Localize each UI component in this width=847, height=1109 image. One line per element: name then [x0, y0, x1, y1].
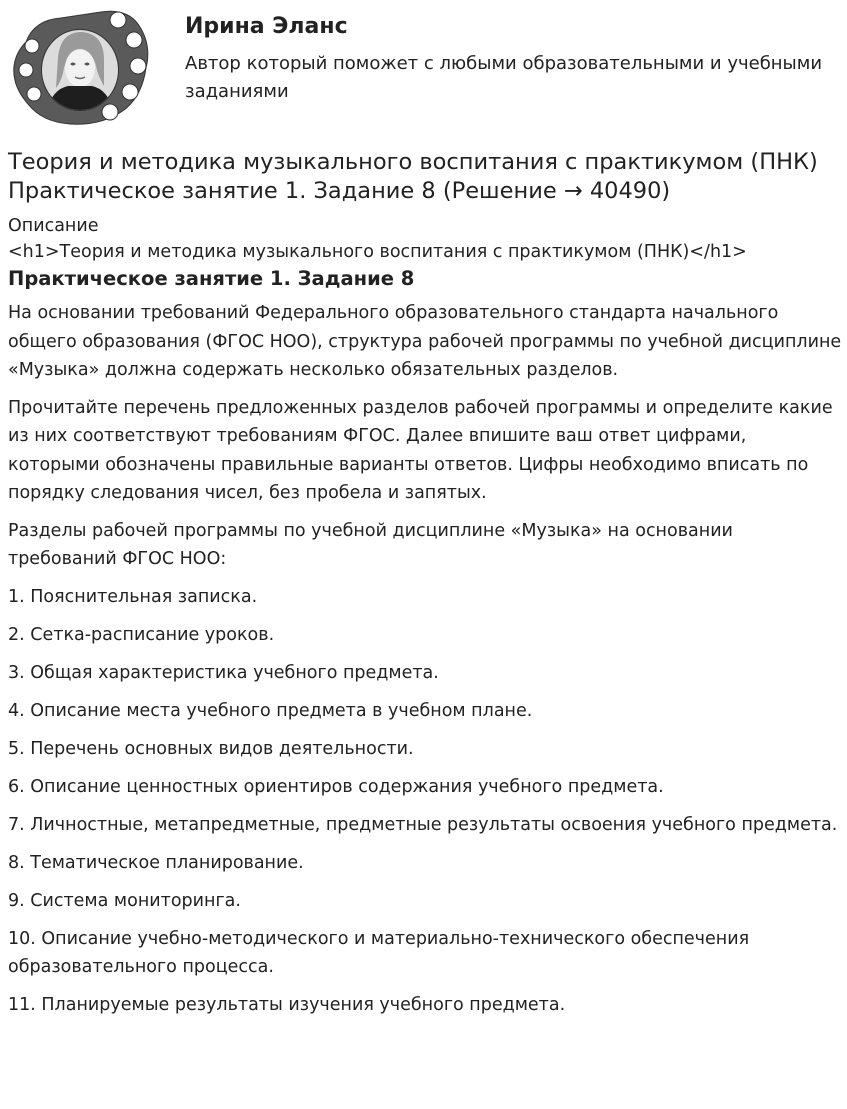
list-item: 6. Описание ценностных ориентиров содержания учебного предмета.: [8, 776, 664, 797]
list-item: 9. Система мониторинга.: [8, 890, 241, 911]
author-description: Автор который поможет с любыми образовательными и учебными заданиями: [185, 53, 823, 102]
list-item: 11. Планируемые результаты изучения учебного предмета.: [8, 995, 566, 1015]
author-card: [0, 0, 847, 140]
author-name[interactable]: Ирина Эланс: [185, 14, 348, 39]
list-item: 7. Личностные, метапредметные, предметные результаты освоения учебного предмета.: [8, 814, 838, 835]
list-item: 1. Пояснительная записка.: [8, 586, 258, 607]
paragraph: Прочитайте перечень предложенных разделов рабочей программы и определите какие из них соответствуют требованиям ФГОС. Далее впишите ваш ответ цифрами, которыми обозначены правильные варианты ответов. Цифры необходимо вписать по порядку следования чисел, без пробела и запятых.: [8, 397, 833, 503]
raw-html-heading-text: <h1>Теория и методика музыкального воспитания с практикумом (ПНК)</h1>: [8, 242, 747, 262]
author-avatar[interactable]: [6, 6, 152, 126]
page-title: Теория и методика музыкального воспитания с практикумом (ПНК) Практическое занятие 1. Задание 8 (Решение → 40490): [8, 149, 818, 204]
list-item: 2. Сетка-расписание уроков.: [8, 624, 275, 645]
main-content: [8, 148, 842, 1029]
description-label: Описание: [8, 216, 99, 236]
list-item: 10. Описание учебно-методического и материально-технического обеспечения образовательного процесса.: [8, 928, 750, 977]
sections-list: [8, 583, 842, 1020]
paragraph: Разделы рабочей программы по учебной дисциплине «Музыка» на основании требований ФГОС НОО:: [8, 520, 733, 569]
list-item: 4. Описание места учебного предмета в учебном плане.: [8, 700, 533, 721]
list-item: 5. Перечень основных видов деятельности.: [8, 738, 414, 759]
paragraph: На основании требований Федерального образовательного стандарта начального общего образования (ФГОС НОО), структура рабочей программы по учебной дисциплине «Музыка» должна содержать несколько обязательных разделов.: [8, 303, 842, 380]
list-item: 8. Тематическое планирование.: [8, 852, 304, 873]
list-item: 3. Общая характеристика учебного предмета.: [8, 662, 439, 683]
task-heading: Практическое занятие 1. Задание 8: [8, 267, 415, 290]
